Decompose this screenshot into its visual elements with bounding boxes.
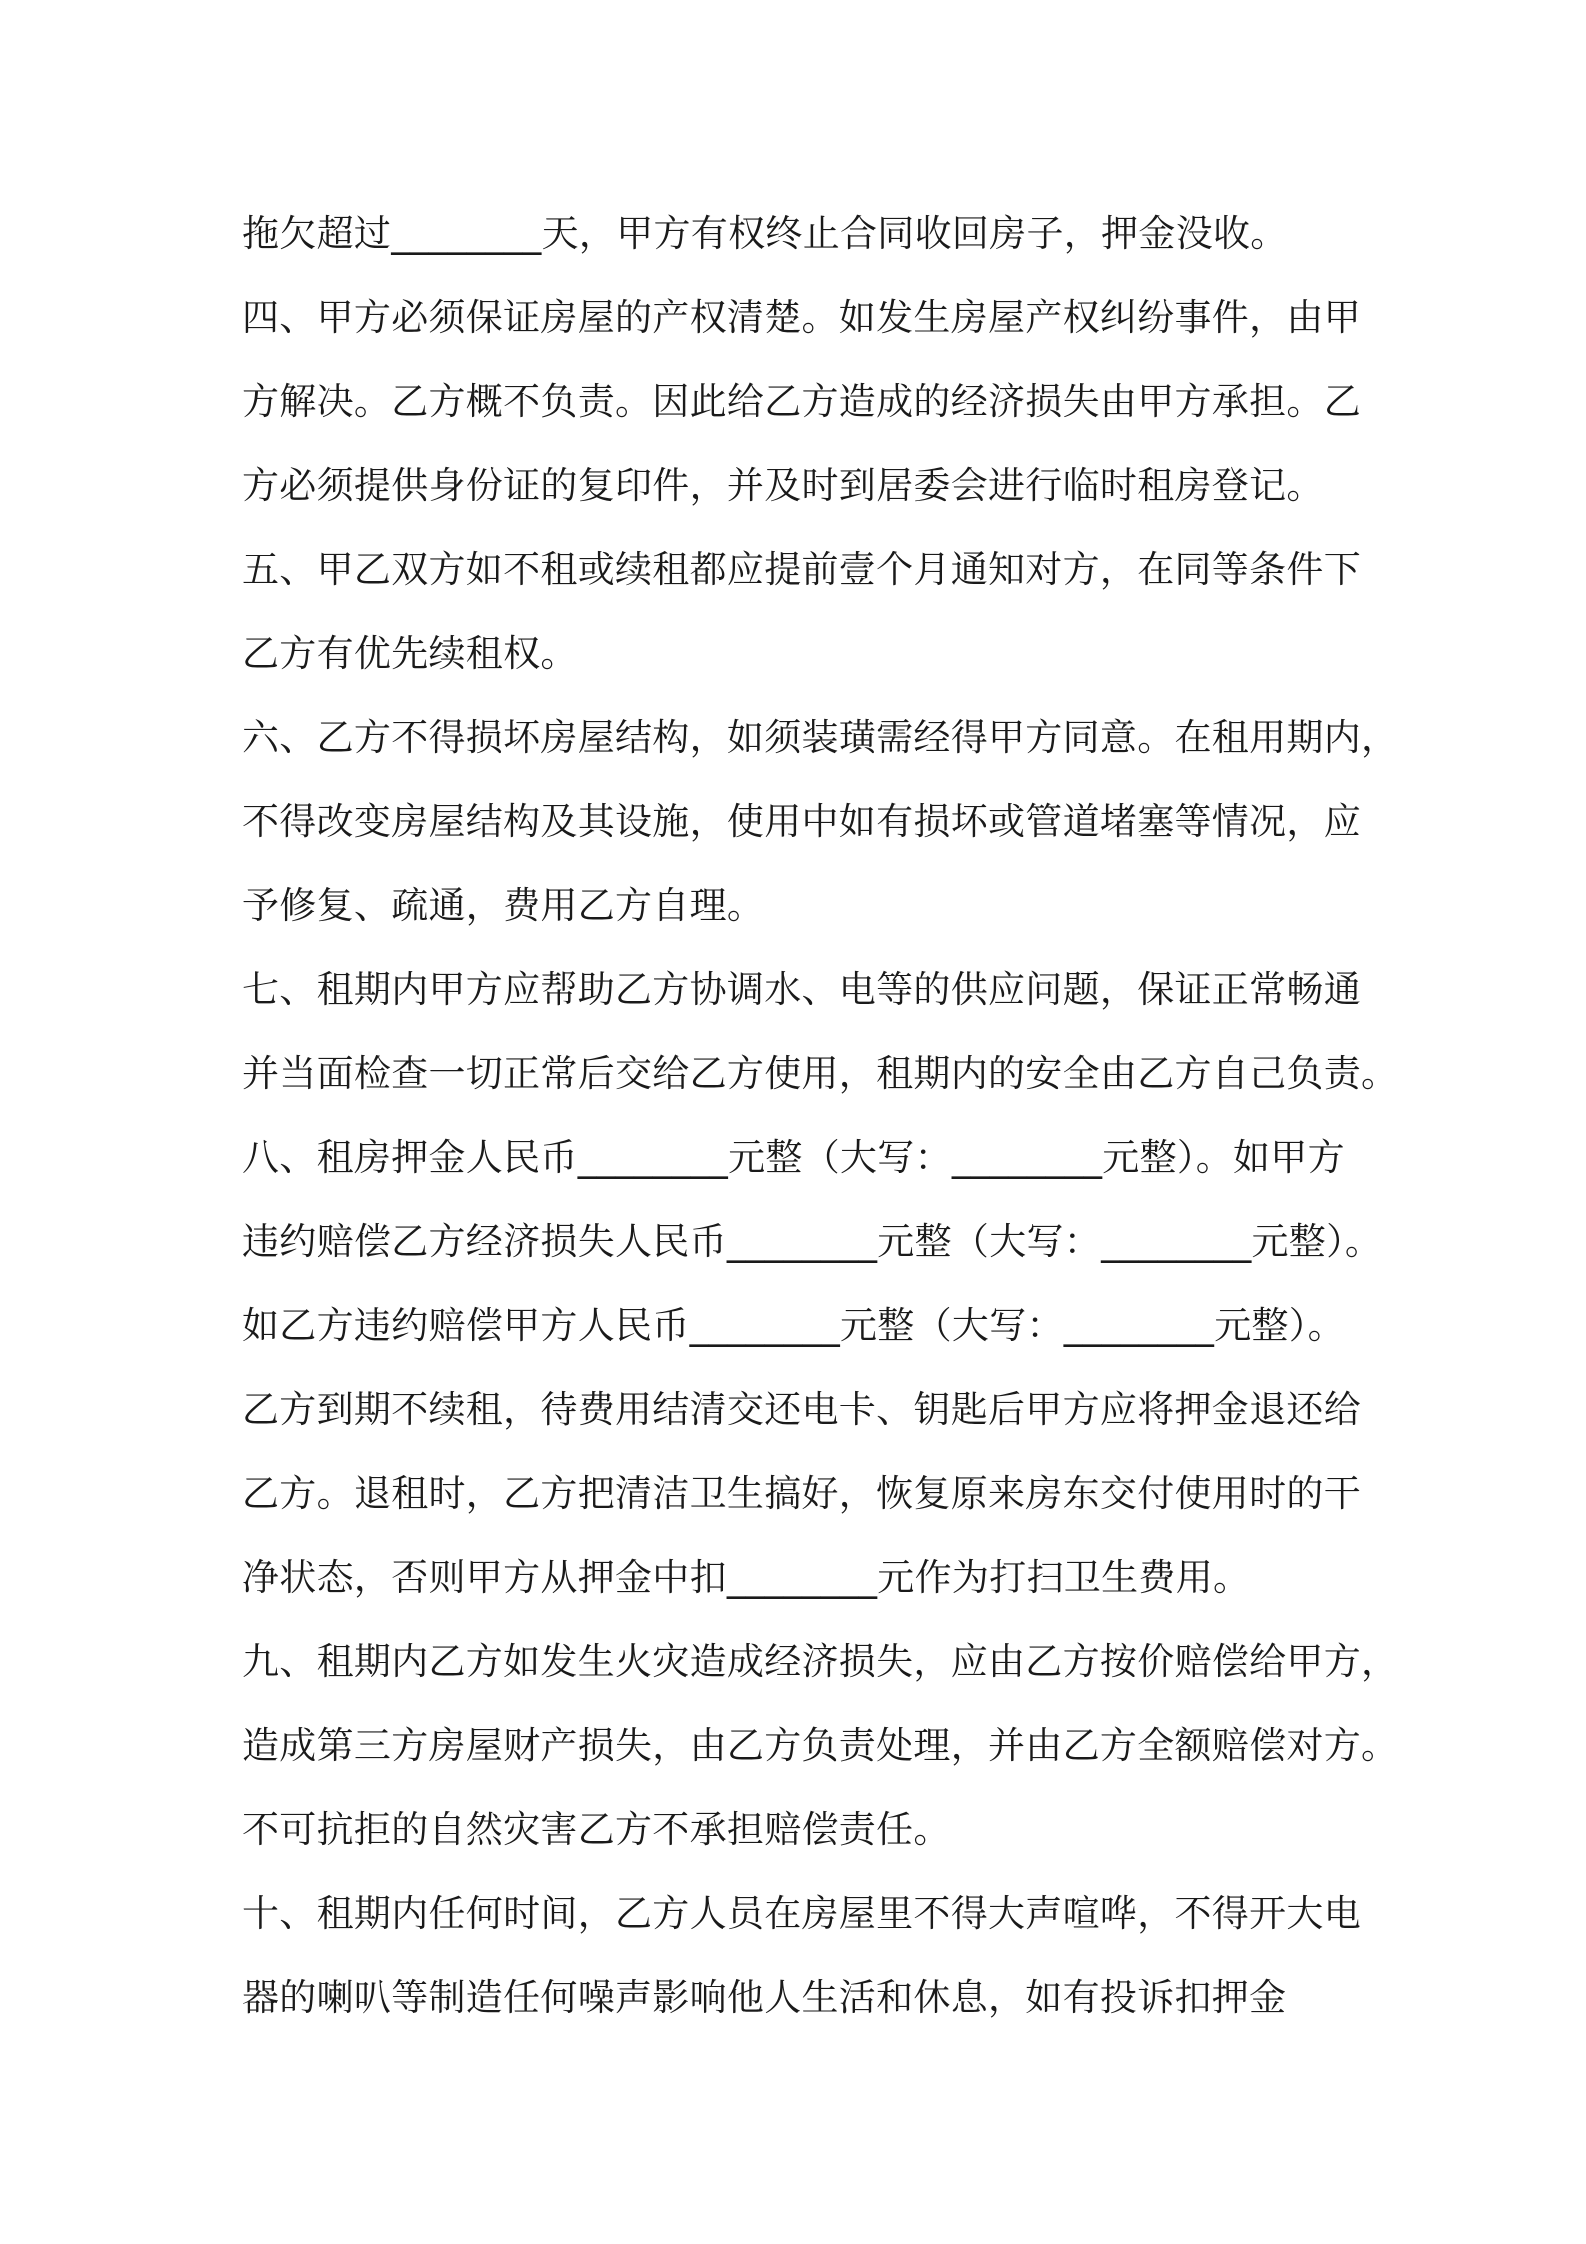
text-line-18: 九、租期内乙方如发生火灾造成经济损失，应由乙方按价赔偿给甲方，: [242, 1640, 1399, 1683]
text-line-10: 七、租期内甲方应帮助乙方协调水、电等的供应问题，保证正常畅通: [242, 968, 1361, 1011]
text-line-14: 如乙方违约赔偿甲方人民币________元整（大写：________元整）。: [242, 1304, 1345, 1347]
text-line-21: 十、租期内任何时间，乙方人员在房屋里不得大声喧哗，不得开大电: [242, 1892, 1361, 1935]
text-line-4: 方必须提供身份证的复印件，并及时到居委会进行临时租房登记。: [242, 464, 1324, 507]
text-line-7: 六、乙方不得损坏房屋结构，如须装璜需经得甲方同意。在租用期内，: [242, 716, 1399, 759]
text-line-6: 乙方有优先续租权。: [242, 632, 578, 675]
contract-body: [242, 192, 1399, 2040]
text-line-1: 拖欠超过________天，甲方有权终止合同收回房子，押金没收。: [242, 212, 1288, 255]
text-line-5: 五、甲乙双方如不租或续租都应提前壹个月通知对方，在同等条件下: [242, 548, 1361, 591]
text-line-19: 造成第三方房屋财产损失，由乙方负责处理，并由乙方全额赔偿对方。: [242, 1724, 1399, 1767]
text-line-20: 不可抗拒的自然灾害乙方不承担赔偿责任。: [242, 1808, 951, 1851]
text-line-3: 方解决。乙方概不负责。因此给乙方造成的经济损失由甲方承担。乙: [242, 380, 1361, 423]
text-line-15: 乙方到期不续租，待费用结清交还电卡、钥匙后甲方应将押金退还给: [242, 1388, 1361, 1431]
text-line-22: 器的喇叭等制造任何噪声影响他人生活和休息，如有投诉扣押金: [242, 1976, 1287, 2019]
text-line-11: 并当面检查一切正常后交给乙方使用，租期内的安全由乙方自己负责。: [242, 1052, 1399, 1095]
text-line-12: 八、租房押金人民币________元整（大写：________元整）。如甲方: [242, 1136, 1345, 1179]
text-line-8: 不得改变房屋结构及其设施，使用中如有损坏或管道堵塞等情况，应: [242, 800, 1361, 843]
text-line-13: 违约赔偿乙方经济损失人民币________元整（大写：________元整）。: [242, 1220, 1383, 1263]
text-line-2: 四、甲方必须保证房屋的产权清楚。如发生房屋产权纠纷事件，由甲: [242, 296, 1361, 339]
text-line-16: 乙方。退租时，乙方把清洁卫生搞好，恢复原来房东交付使用时的干: [242, 1472, 1361, 1515]
text-line-9: 予修复、疏通，费用乙方自理。: [242, 884, 765, 927]
text-line-17: 净状态，否则甲方从押金中扣________元作为打扫卫生费用。: [242, 1556, 1251, 1599]
